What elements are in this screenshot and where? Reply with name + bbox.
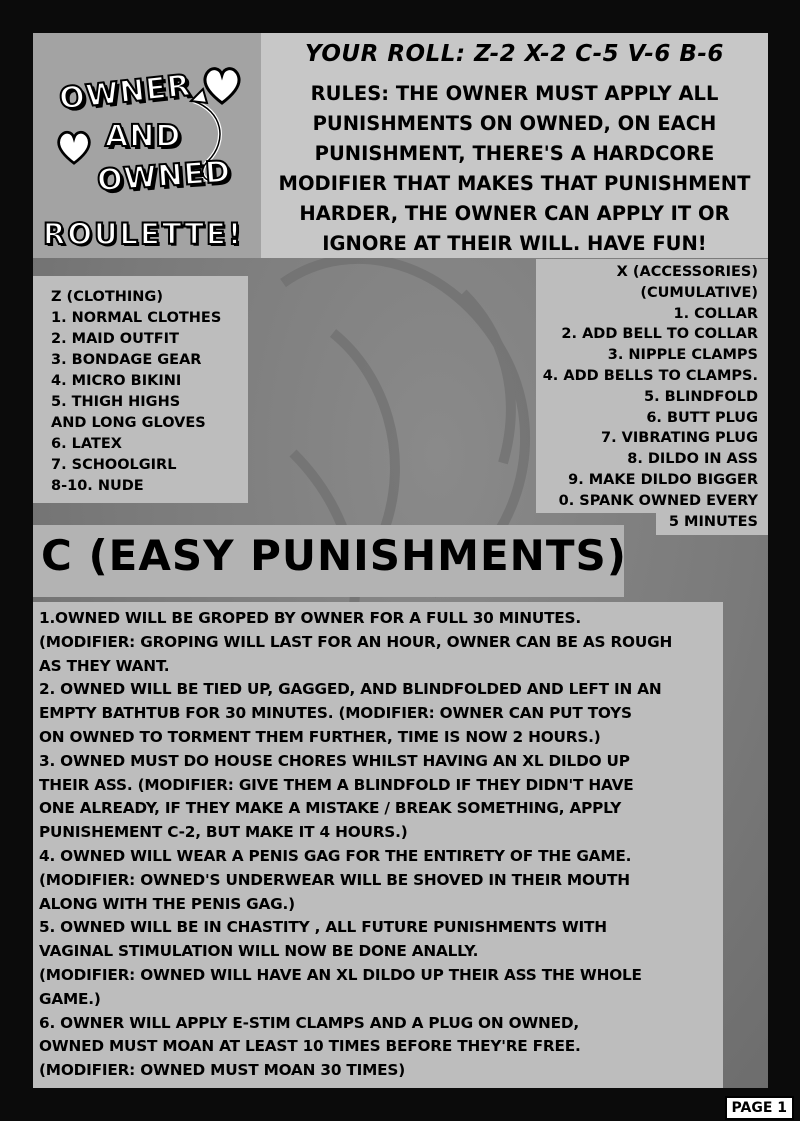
- list-item: 1. COLLAR: [673, 305, 758, 322]
- list-item: 6. BUTT PLUG: [646, 409, 758, 426]
- text-line: 5. OWNED WILL BE IN CHASTITY , ALL FUTURE PUNISHMENTS WITH: [39, 918, 607, 937]
- list-item: 3. BONDAGE GEAR: [51, 352, 202, 368]
- text-line: (MODIFIER: OWNED'S UNDERWEAR WILL BE SHOVED IN THEIR MOUTH: [39, 870, 630, 889]
- c-section-title: C (EASY PUNISHMENTS): [41, 531, 627, 580]
- text-line: GAME.): [39, 989, 101, 1008]
- rules-text: [269, 79, 760, 259]
- list-item: Z (CLOTHING): [51, 289, 163, 305]
- list-item: 4. MICRO BIKINI: [51, 373, 182, 389]
- list-item: 2. MAID OUTFIT: [51, 331, 179, 347]
- rules-line: MODIFIER THAT MAKES THAT PUNISHMENT: [278, 172, 751, 195]
- c-punishments-text: [39, 607, 729, 1083]
- x-accessories-list: [543, 262, 758, 532]
- z-clothing-list: [51, 287, 221, 497]
- text-line: 6. OWNER WILL APPLY E-STIM CLAMPS AND A PLUG ON OWNED,: [39, 1013, 580, 1032]
- text-line: ONE ALREADY, IF THEY MAKE A MISTAKE / BREAK SOMETHING, APPLY: [39, 799, 622, 818]
- text-line: ON OWNED TO TORMENT THEM FURTHER, TIME IS NOW 2 HOURS.): [39, 727, 601, 746]
- rules-line: PUNISHMENTS ON OWNED, ON EACH: [312, 112, 717, 135]
- list-item: 0. SPANK OWNED EVERY: [558, 492, 758, 509]
- list-item: 5. BLINDFOLD: [643, 388, 758, 405]
- text-line: (MODIFIER: GROPING WILL LAST FOR AN HOUR, OWNER CAN BE AS ROUGH: [39, 632, 673, 651]
- rules-line: PUNISHMENT, THERE'S A HARDCORE: [314, 142, 715, 165]
- text-line: PUNISHEMENT C-2, BUT MAKE IT 4 HOURS.): [39, 823, 408, 842]
- roll-heading: YOUR ROLL: Z-2 X-2 C-5 V-6 B-6: [305, 41, 724, 67]
- text-line: 3. OWNED MUST DO HOUSE CHORES WHILST HAVING AN XL DILDO UP: [39, 751, 630, 770]
- text-line: AS THEY WANT.: [39, 656, 170, 675]
- list-item: 7. SCHOOLGIRL: [51, 457, 177, 473]
- list-item: 6. LATEX: [51, 436, 122, 452]
- logo-panel: [33, 33, 261, 258]
- list-item: (CUMULATIVE): [640, 284, 758, 301]
- text-line: OWNED MUST MOAN AT LEAST 10 TIMES BEFORE THEY'RE FREE.: [39, 1037, 581, 1056]
- list-item: 5 MINUTES: [668, 513, 758, 530]
- text-line: (MODIFIER: OWNED WILL HAVE AN XL DILDO UP THEIR ASS THE WHOLE: [39, 965, 642, 984]
- document-page: [33, 33, 768, 1088]
- header-panel: [261, 33, 768, 258]
- list-item: 1. NORMAL CLOTHES: [51, 310, 222, 326]
- text-line: (MODIFIER: OWNED MUST MOAN 30 TIMES): [39, 1061, 405, 1080]
- text-line: THEIR ASS. (MODIFIER: GIVE THEM A BLINDFOLD IF THEY DIDN'T HAVE: [39, 775, 634, 794]
- logo-roulette: ROULETTE!: [43, 217, 244, 251]
- list-item: 2. ADD BELL TO COLLAR: [561, 326, 758, 343]
- rules-line: RULES: THE OWNER MUST APPLY ALL: [310, 82, 719, 105]
- text-line: 4. OWNED WILL WEAR A PENIS GAG FOR THE ENTIRETY OF THE GAME.: [39, 846, 632, 865]
- text-line: 1.OWNED WILL BE GROPED BY OWNER FOR A FULL 30 MINUTES.: [39, 609, 581, 627]
- list-item: 8. DILDO IN ASS: [627, 451, 758, 468]
- list-item: AND LONG GLOVES: [51, 415, 206, 431]
- logo-owner: OWNER: [57, 68, 193, 117]
- list-item: 3. NIPPLE CLAMPS: [607, 347, 758, 364]
- list-item: 8-10. NUDE: [51, 478, 144, 494]
- rules-line: IGNORE AT THEIR WILL. HAVE FUN!: [322, 232, 707, 255]
- heart-icon-left: [55, 129, 93, 165]
- list-item: 7. VIBRATING PLUG: [601, 430, 758, 447]
- text-line: ALONG WITH THE PENIS GAG.): [39, 894, 295, 913]
- rules-line: HARDER, THE OWNER CAN APPLY IT OR: [299, 202, 730, 225]
- page-number: PAGE 1: [725, 1096, 794, 1120]
- list-item: X (ACCESSORIES): [616, 264, 758, 280]
- list-item: 4. ADD BELLS TO CLAMPS.: [542, 367, 758, 384]
- logo-and: AND: [105, 119, 182, 154]
- list-item: 5. THIGH HIGHS: [51, 394, 181, 410]
- list-item: 9. MAKE DILDO BIGGER: [568, 471, 758, 488]
- logo-owned: OWNED: [95, 154, 233, 199]
- text-line: VAGINAL STIMULATION WILL NOW BE DONE ANALLY.: [39, 942, 479, 961]
- text-line: EMPTY BATHTUB FOR 30 MINUTES. (MODIFIER: OWNER CAN PUT TOYS: [39, 704, 632, 723]
- text-line: 2. OWNED WILL BE TIED UP, GAGGED, AND BLINDFOLDED AND LEFT IN AN: [39, 680, 662, 699]
